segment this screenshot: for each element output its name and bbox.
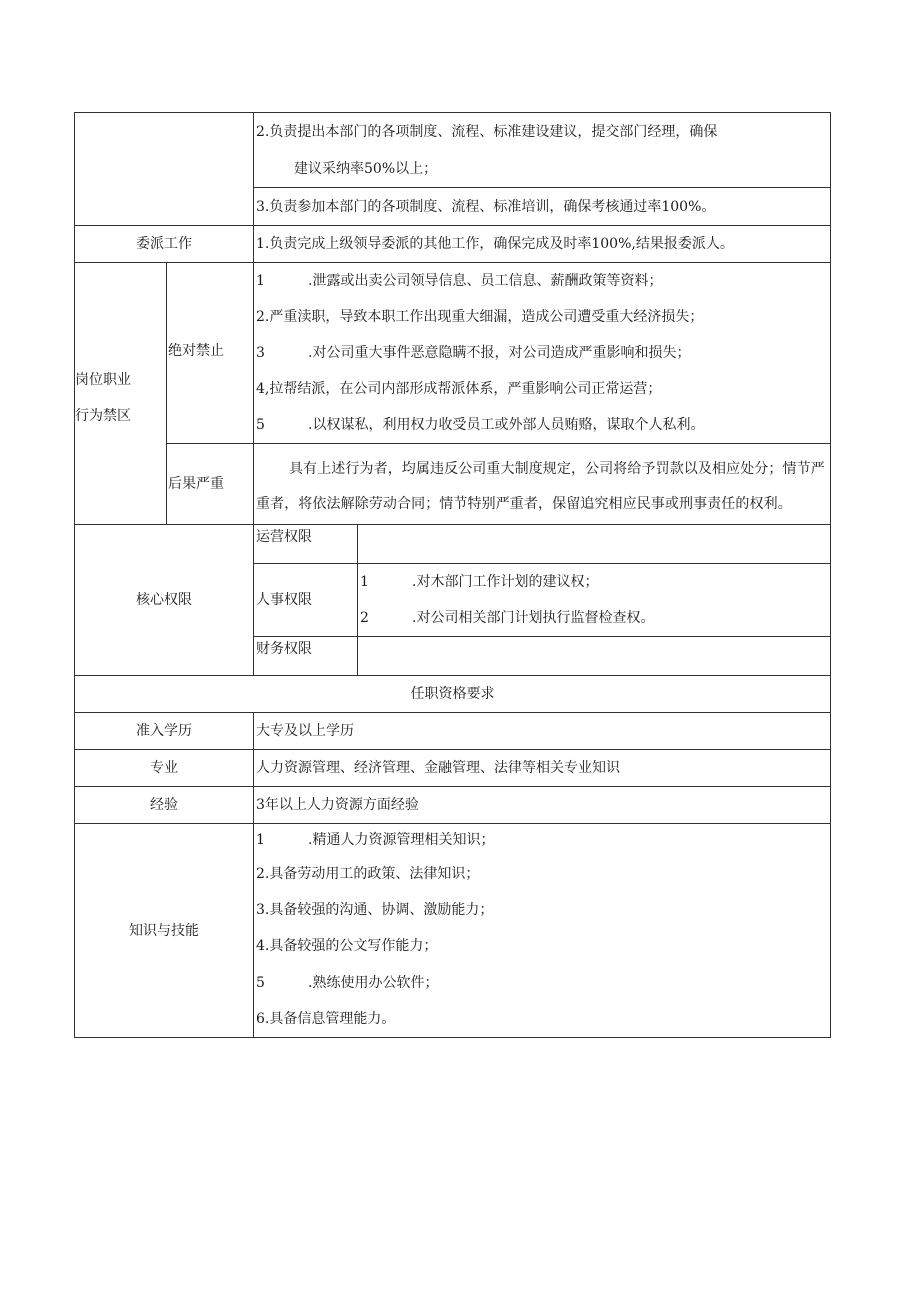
skills-list <box>254 824 831 1038</box>
prohibition-zone-label-line2: 行为禁区 <box>75 407 131 424</box>
prohibition-zone-label <box>75 263 167 525</box>
skill-item: 6.具备信息管理能力。 <box>256 1011 396 1027</box>
operations-authority-row <box>75 525 831 564</box>
finance-authority-value <box>358 637 831 676</box>
absolute-prohibition-list <box>254 263 831 444</box>
finance-authority-label: 财务权限 <box>254 637 358 676</box>
duty-item-2 <box>254 113 831 188</box>
prohibition-zone-label-line1: 岗位职业 <box>75 371 131 388</box>
duty-item-2-line2: 建议采纳率50%以上； <box>294 160 438 177</box>
skills-label: 知识与技能 <box>75 824 254 1038</box>
consequence-text-cell <box>254 444 831 525</box>
consequence-text: 具有上述行为者，均属违反公司重大制度规定，公司将给予罚款以及相应处分；情节严重者，将依法解除劳动合同；情节特别严重者，保留追究相应民事或刑事责任的权利。 <box>256 461 825 512</box>
consequence-row <box>75 444 831 525</box>
education-value: 大专及以上学历 <box>254 713 831 750</box>
duty-item-3 <box>254 188 831 226</box>
assigned-work-text: 1.负责完成上级领导委派的其他工作，确保完成及时率100%,结果报委派人。 <box>254 226 831 263</box>
experience-value: 3年以上人力资源方面经验 <box>254 787 831 824</box>
prohibition-item: 2.严重渎职，导致本职工作出现重大细漏，造成公司遭受重大经济损失； <box>256 309 704 325</box>
duties-label-cell <box>75 113 254 226</box>
operations-authority-value <box>358 525 831 564</box>
experience-row <box>75 787 831 824</box>
job-description-table <box>74 112 831 1038</box>
major-value: 人力资源管理、经济管理、金融管理、法律等相关专业知识 <box>254 750 831 787</box>
duties-row-2 <box>75 113 831 188</box>
major-label: 专业 <box>75 750 254 787</box>
skill-item: 2.具备劳动用工的政策、法律知识； <box>256 865 480 882</box>
prohibition-item: 5 .以权谋私，利用权力收受员工或外部人员贿赂，谋取个人私利。 <box>256 417 705 433</box>
assigned-work-label: 委派工作 <box>75 226 254 263</box>
operations-authority-label: 运营权限 <box>254 525 358 564</box>
duty-item-3-text: 3.负责参加本部门的各项制度、流程、标准培训，确保考核通过率100%。 <box>256 198 716 215</box>
prohibition-item: 3 .对公司重大事件恶意隐瞒不报，对公司造成严重影响和损失； <box>256 345 691 361</box>
skills-row <box>75 824 831 1038</box>
absolute-prohibition-row <box>75 263 831 444</box>
major-row <box>75 750 831 787</box>
hr-authority-item: 1 .对木部门工作计划的建议权； <box>360 574 599 590</box>
core-authority-label: 核心权限 <box>75 525 254 676</box>
job-description-page <box>74 112 830 1038</box>
education-label: 准入学历 <box>75 713 254 750</box>
consequence-label: 后果严重 <box>167 444 254 525</box>
absolute-prohibition-label: 绝对禁止 <box>167 263 254 444</box>
prohibition-item: 4,拉帮结派，在公司内部形成帮派体系，严重影响公司正常运营； <box>256 381 662 397</box>
hr-authority-list <box>358 564 831 637</box>
education-row <box>75 713 831 750</box>
skill-item: 4.具备较强的公文写作能力； <box>256 938 438 954</box>
experience-label: 经验 <box>75 787 254 824</box>
skill-item: 3.具备较强的沟通、协调、激励能力； <box>256 902 494 918</box>
prohibition-item: 1 .泄露或出卖公司领导信息、员工信息、薪酬政策等资料； <box>256 273 663 289</box>
hr-authority-item: 2 .对公司相关部门计划执行监督检查权。 <box>360 610 655 626</box>
assigned-work-row <box>75 226 831 263</box>
skill-item: 1 .精通人力资源管理相关知识； <box>256 831 495 848</box>
qualifications-header: 任职资格要求 <box>75 676 831 713</box>
qualifications-header-row <box>75 676 831 713</box>
skill-item: 5 .熟练使用办公软件； <box>256 974 439 991</box>
hr-authority-label: 人事权限 <box>254 564 358 637</box>
duty-item-2-line1: 2.负责提出本部门的各项制度、流程、标准建设建议，提交部门经理，确保 <box>256 123 718 140</box>
